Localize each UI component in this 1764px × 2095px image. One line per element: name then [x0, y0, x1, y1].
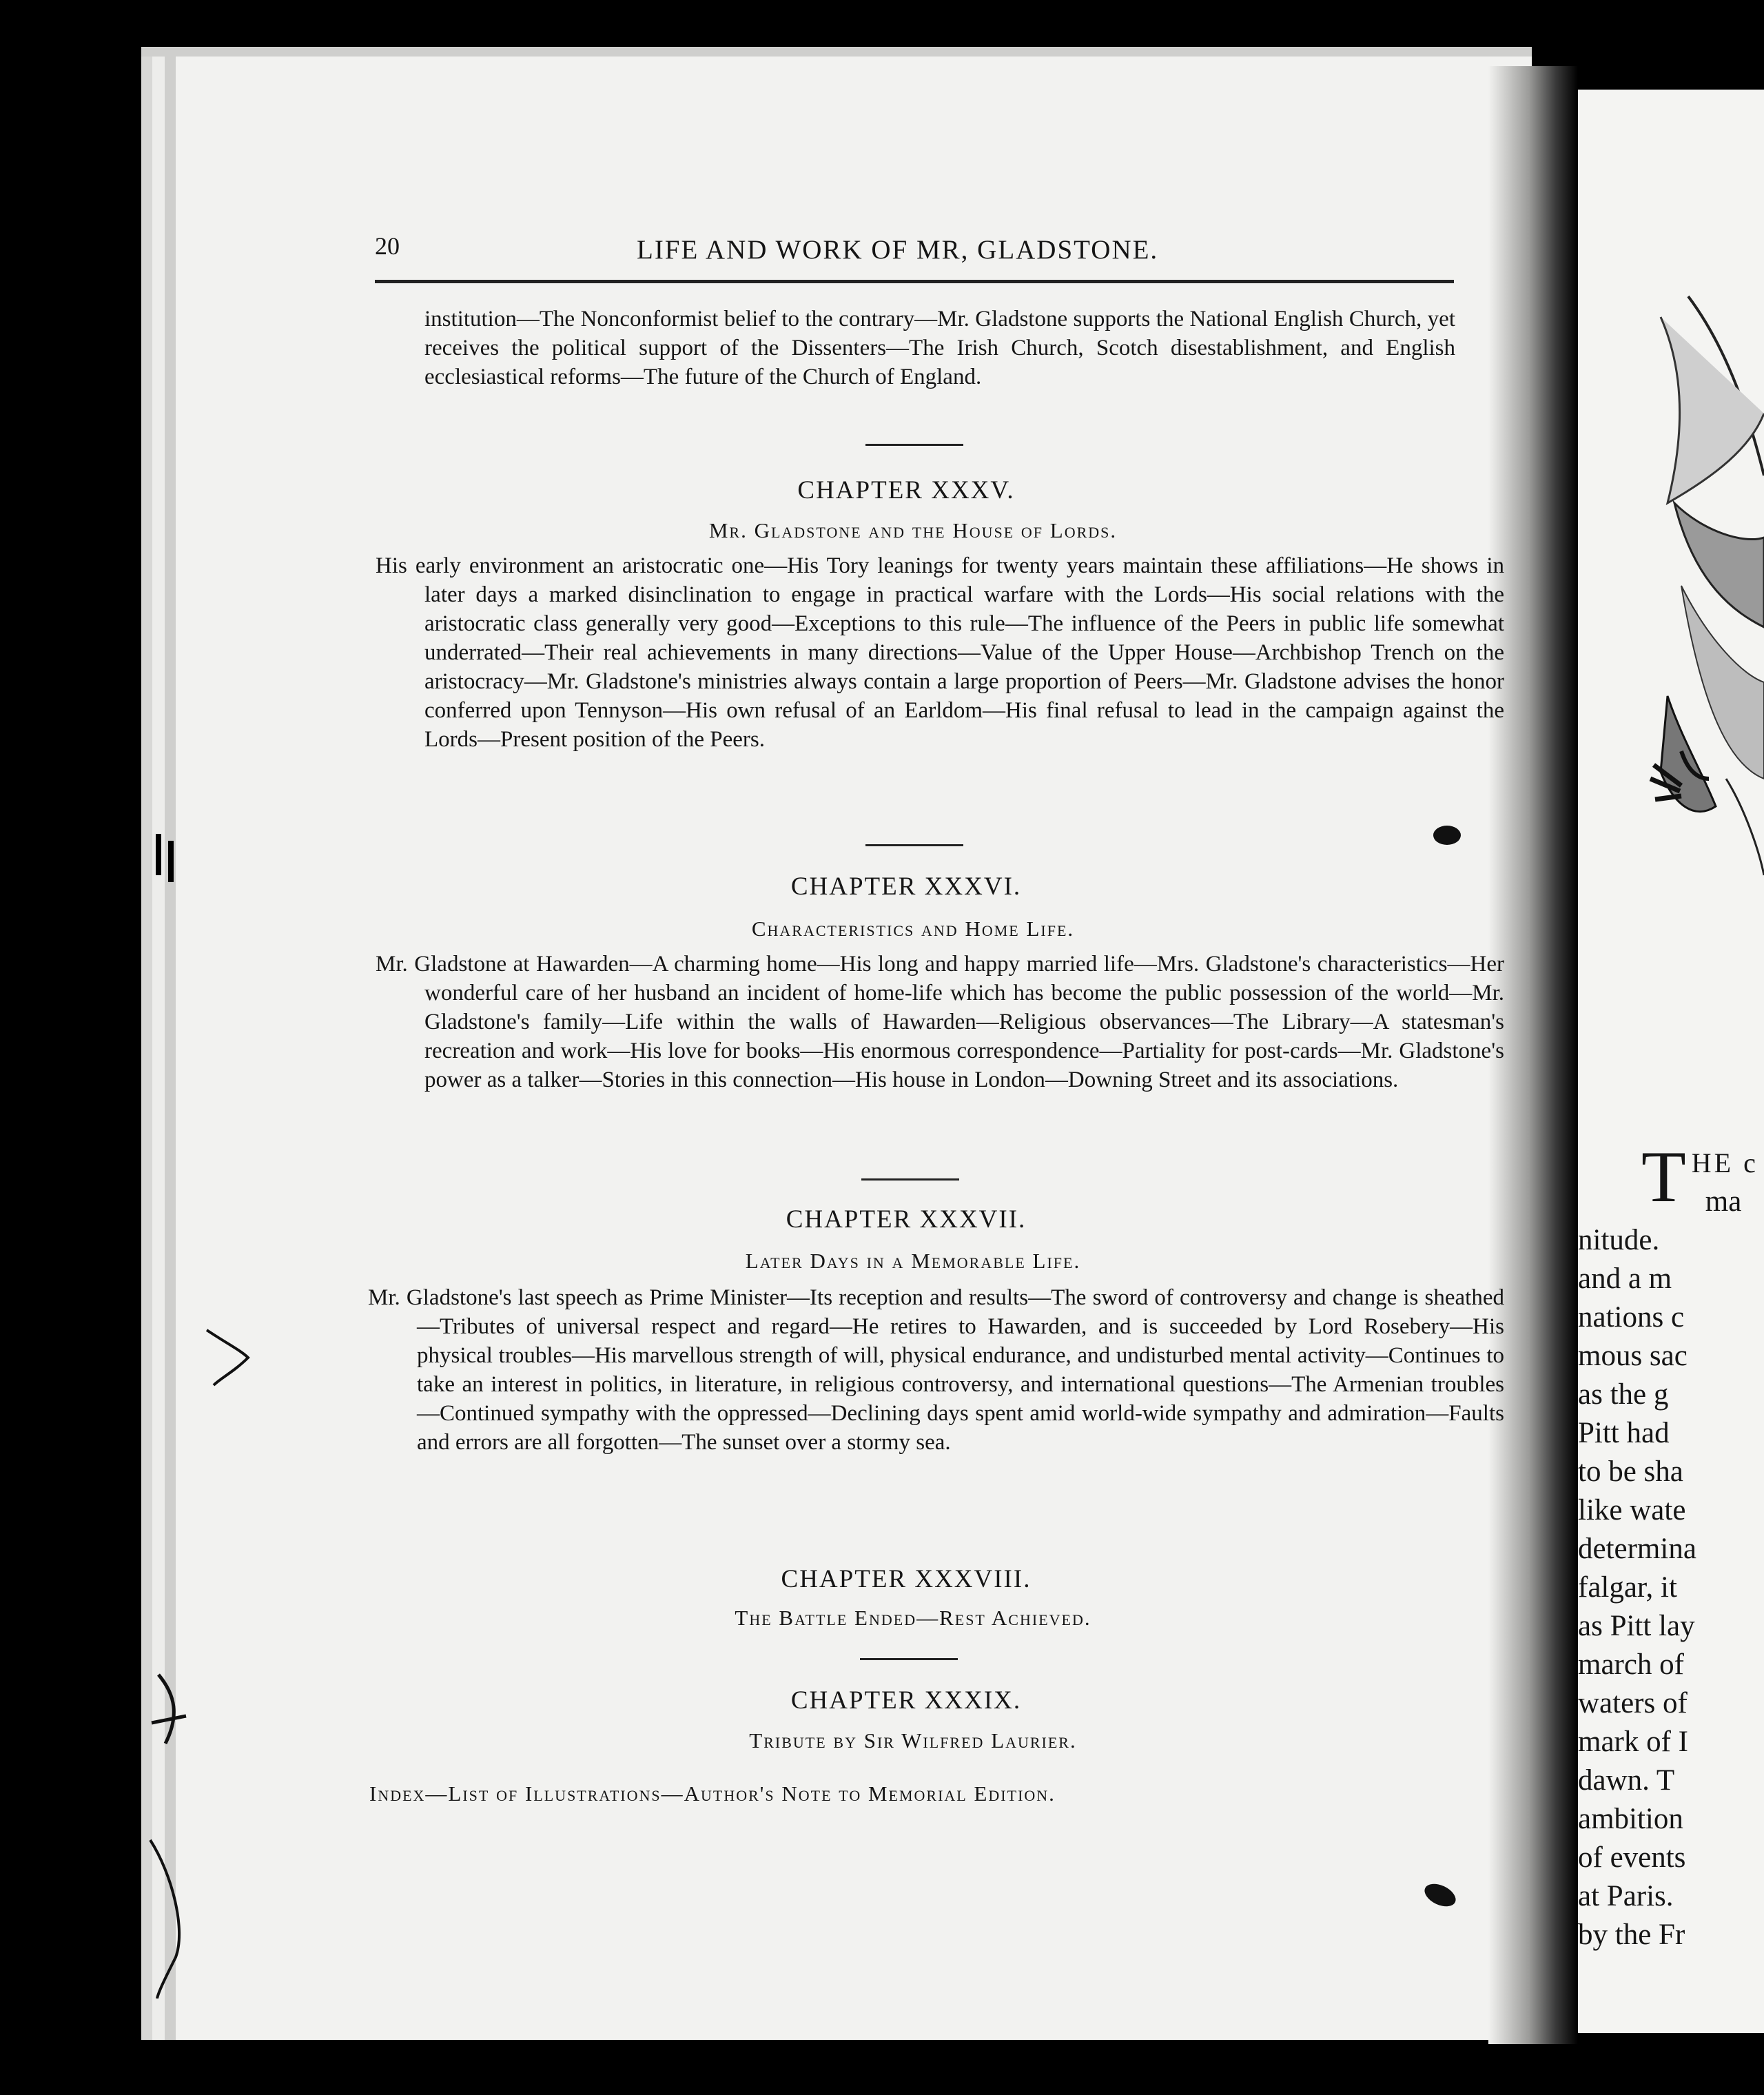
right-line: to be sha	[1578, 1455, 1683, 1488]
chapter-heading: CHAPTER XXXV.	[797, 476, 1015, 504]
right-line: ma	[1705, 1185, 1742, 1218]
section-rule	[860, 1658, 958, 1660]
chapter-heading: CHAPTER XXXIX.	[790, 1686, 1022, 1715]
page-number: 20	[375, 232, 400, 260]
right-page	[1578, 90, 1764, 2033]
right-line: of events	[1578, 1841, 1686, 1874]
chapter-heading: CHAPTER XXXVII.	[786, 1205, 1027, 1234]
chapter-summary: Mr. Gladstone at Hawarden—A charming home—His long and happy married life—Mrs. Gladstone's characteristics—Her wonderful care of her husband an incident of home-life which has become the public possession of the world—Mr. Gladstone's family—Life within the walls of Hawarden—Religious observances—The Library—A statesman's recreation and work—His love for books—His enormous correspondence—Partiality for post-cards—Mr. Gladstone's power as a talker—Stories in this connection—His house in London—Downing Street and its associations.	[376, 952, 1504, 1092]
chapter-title: Tribute by Sir Wilfred Laurier.	[749, 1728, 1077, 1752]
chapter-title: Characteristics and Home Life.	[751, 917, 1075, 941]
right-line: dawn. T	[1578, 1764, 1675, 1797]
right-line: nitude.	[1578, 1224, 1660, 1256]
chapter-heading: CHAPTER XXXVI.	[790, 872, 1022, 901]
right-line: Pitt had	[1578, 1417, 1670, 1449]
continued-summary: institution—The Nonconformist belief to the contrary—Mr. Gladstone supports the National English Church, yet receives the political support of the Dissenters—The Irish Church, Scotch disestablishment, and English ecclesiastical reforms—The future of the Church of England.	[424, 307, 1455, 389]
right-line: by the Fr	[1578, 1919, 1685, 1951]
drop-cap: T	[1641, 1136, 1686, 1217]
right-line: HE c	[1691, 1147, 1758, 1178]
right-line: nations c	[1578, 1301, 1685, 1333]
index-line: Index—List of Illustrations—Author's Note to Memorial Edition.	[369, 1781, 1056, 1806]
chapter-title: The Battle Ended—Rest Achieved.	[735, 1606, 1091, 1630]
right-line: determina	[1578, 1533, 1696, 1565]
right-line: ambition	[1578, 1803, 1683, 1835]
chapter-title: Later Days in a Memorable Life.	[745, 1249, 1081, 1273]
right-page-text	[1578, 1136, 1764, 1954]
running-title: LIFE AND WORK OF MR, GLADSTONE.	[637, 235, 1159, 265]
right-line: mous sac	[1578, 1340, 1688, 1372]
right-line: like wate	[1578, 1494, 1686, 1526]
right-line: mark of I	[1578, 1726, 1688, 1758]
chapter-title: Mr. Gladstone and the House of Lords.	[708, 518, 1118, 542]
right-line: waters of	[1578, 1687, 1688, 1719]
right-line: falgar, it	[1578, 1571, 1677, 1604]
right-line: as Pitt lay	[1578, 1610, 1695, 1642]
ink-blot-marks	[1413, 813, 1509, 1971]
running-head	[375, 232, 1454, 283]
chapter-summary: His early environment an aristocratic one—His Tory leanings for twenty years maintain these affiliations—He shows in later days a marked disinclination to engage in practical warfare with the Lords—His social relations with the aristocratic class generally very good—Exceptions to this rule—The influence of the Peers in public life somewhat underrated—Their real achievements in many directions—Value of the Upper House—Archbishop Trench on the aristocracy—Mr. Gladstone's ministries always contain a large proportion of Peers—Mr. Gladstone advises the honor conferred upon Tennyson—His own refusal of an Earldom—His final refusal to lead in the campaign against the Lords—Present position of the Peers.	[376, 553, 1504, 752]
section-rule	[865, 844, 963, 846]
right-line: march of	[1578, 1648, 1685, 1681]
section-rule	[865, 444, 963, 446]
right-line: as the g	[1578, 1378, 1669, 1411]
chapter-summary: Mr. Gladstone's last speech as Prime Minister—Its reception and results—The sword of controversy and change is sheathed—Tributes of universal respect and regard—He retires to Hawarden, and is succeeded by Lord Rosebery—His physical troubles—His marvellous strength of will, physical endurance, and undisturbed mental activity—Continues to take an interest in politics, in literature, in religious controversy, and international questions—The Armenian troubles—Continued sympathy with the oppressed—Declining days spent amid world-wide sympathy and admiration—Faults and errors are all forgotten—The sunset over a stormy sea.	[368, 1285, 1504, 1455]
chapter-heading: CHAPTER XXXVIII.	[781, 1565, 1032, 1593]
right-line: at Paris.	[1578, 1880, 1674, 1912]
right-line: and a m	[1578, 1263, 1672, 1295]
section-rule	[861, 1178, 959, 1181]
scan-margin-marks	[138, 827, 276, 1999]
flower-illustration	[1578, 90, 1764, 985]
